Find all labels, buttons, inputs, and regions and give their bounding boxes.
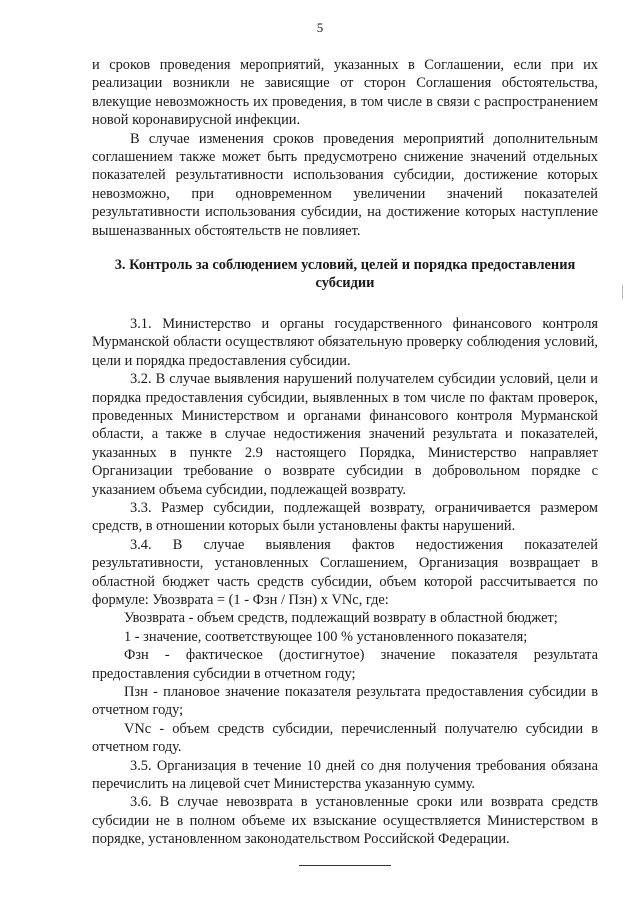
clause-3-2: 3.2. В случае выявления нарушений получателем субсидии условий, цели и порядка предоставления субсидии, выявленных в том числе по фактам проверок, проведенных Министерством и органами финансового контроля Мурманской области, а также в случае недостижения значений результата и показателей, указанных в пункте 2.9 настоящего Порядка, Министерство направляет Организации требование о возврате субсидии в добровольном порядке с указанием объема субсидии, подлежащей возврату.	[92, 371, 598, 498]
paragraph-schedule-change: В случае изменения сроков проведения мероприятий дополнительным соглашением также может быть предусмотрено снижение значений отдельных показателей результативности использования субсидии, достижение которых невозможно, при одновременном увеличении значений показателей результативности использования субсидии, на достижение которых наступление вышеназванных обстоятельств не повлияет.	[92, 130, 598, 239]
definition-planned-value: Пзн - плановое значение показателя результата предоставления субсидии в отчетном году;	[92, 684, 598, 719]
clause-3-6: 3.6. В случае невозврата в установленные сроки или возврата средств субсидии не в полном объеме их взыскание осуществляется Министерством в порядке, установленном законодательством Российской Федерации.	[92, 794, 598, 848]
clause-3-5: 3.5. Организация в течение 10 дней со дня получения требования обязана перечислить на лицевой счет Министерства указанную сумму.	[92, 757, 598, 793]
section-heading: 3. Контроль за соблюдением условий, целей и порядка предоставления субсидии	[114, 257, 576, 292]
clause-3-3: 3.3. Размер субсидии, подлежащей возврату, ограничивается размером средств, в отношении которых были установлены факты нарушений.	[92, 499, 598, 535]
definition-one: 1 - значение, соответствующее 100 % установленного показателя;	[124, 628, 528, 645]
scan-mark	[622, 285, 623, 299]
definition-actual-value: Фзн - фактическое (достигнутое) значение показателя результата предоставления субсидии в отчетном году;	[92, 647, 598, 682]
paragraph-continuation: и сроков проведения мероприятий, указанных в Соглашении, если при их реализации возникли не зависящие от сторон Соглашения обстоятельства, влекущие невозможность их проведения, в том числе в связи с распространением новой коронавирусной инфекции.	[92, 57, 598, 129]
definition-return-amount: Увозврата - объем средств, подлежащий возврату в областной бюджет;	[124, 610, 558, 627]
end-separator-line	[299, 865, 391, 866]
clause-3-4: 3.4. В случае выявления фактов недостижения показателей результативности, установленных Соглашением, Организация возвращает в областной бюджет часть средств субсидии, объем которой рассчитывается по формуле: Увозврата = (1 - Фзн / Пзн) х VNс, где:	[92, 536, 598, 608]
page-number: 5	[316, 20, 324, 35]
document-body	[92, 56, 598, 866]
definition-subsidy-volume: VNс - объем средств субсидии, перечисленный получателю субсидии в отчетном году.	[92, 720, 598, 756]
clause-3-1: 3.1. Министерство и органы государственного финансового контроля Мурманской области осуществляют обязательную проверку соблюдения условий, цели и порядка предоставления субсидии.	[92, 315, 598, 369]
